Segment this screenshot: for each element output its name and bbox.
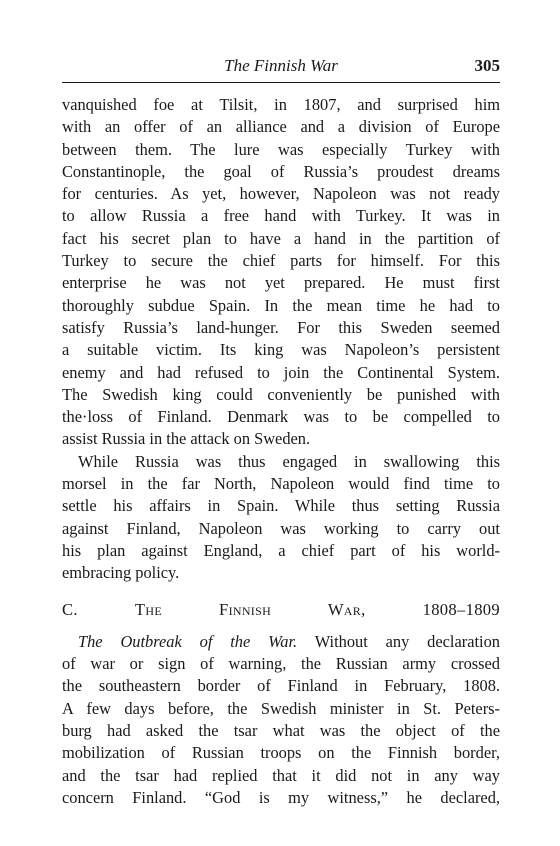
- section-title: The Finnish War,: [134, 599, 366, 619]
- text-line: The Swedish king could conveniently be punished with: [62, 384, 500, 404]
- book-page: [62, 0, 500, 809]
- header-rule: [62, 82, 500, 83]
- body-text: [62, 94, 500, 809]
- text-line: a suitable victim. Its king was Napoleon’s persistent: [62, 340, 500, 360]
- running-head: [62, 0, 500, 86]
- text-line: with an offer of an alliance and a division of Europe: [62, 117, 500, 137]
- page-number: 305: [474, 56, 500, 75]
- text-line: his plan against England, a chief part of his world-: [62, 540, 500, 560]
- text-run: Without any declaration: [314, 631, 500, 651]
- text-line: settle his affairs in Spain. While thus setting Russia: [62, 496, 500, 516]
- run-in-heading: The Outbreak of the War.: [78, 631, 298, 651]
- text-line: Constantinople, the goal of Russia’s proudest dreams: [62, 161, 500, 181]
- section-heading: [62, 599, 500, 621]
- text-line: burg had asked the tsar what was the object of the: [62, 721, 500, 741]
- text-line: of war or sign of warning, the Russian army crossed: [62, 654, 500, 674]
- text-line: A few days before, the Swedish minister in St. Peters-: [62, 698, 500, 718]
- text-line: the·loss of Finland. Denmark was to be compelled to: [62, 407, 500, 427]
- text-line: While Russia was thus engaged in swallowing this: [78, 451, 500, 471]
- text-line: enterprise he was not yet prepared. He must first: [62, 273, 500, 293]
- text-line: and the tsar had replied that it did not in any way: [62, 765, 500, 785]
- section-letter: C.: [62, 599, 78, 619]
- paragraph-1: [62, 94, 500, 451]
- text-line: Turkey to secure the chief parts for himself. For this: [62, 251, 500, 271]
- text-line: assist Russia in the attack on Sweden.: [62, 429, 311, 449]
- text-line: between them. The lure was especially Turkey with: [62, 139, 500, 159]
- text-line: the southeastern border of Finland in February, 1808.: [62, 676, 500, 696]
- text-line: [62, 631, 500, 653]
- paragraph-2: [62, 451, 500, 585]
- paragraph-3: [62, 631, 500, 809]
- text-line: satisfy Russia’s land-hunger. For this Sweden seemed: [62, 317, 500, 337]
- section-years: 1808–1809: [422, 599, 500, 619]
- text-line: thoroughly subdue Spain. In the mean time he had to: [62, 295, 500, 315]
- text-line: mobilization of Russian troops on the Finnish border,: [62, 743, 500, 763]
- text-line: enemy and had refused to join the Continental System.: [62, 362, 500, 382]
- text-line: fact his secret plan to have a hand in the partition of: [62, 228, 500, 248]
- text-line: concern Finland. “God is my witness,” he declared,: [62, 787, 500, 807]
- text-line: vanquished foe at Tilsit, in 1807, and surprised him: [62, 95, 500, 114]
- text-line: embracing policy.: [62, 563, 180, 583]
- text-line: to allow Russia a free hand with Turkey. It was in: [62, 206, 500, 226]
- text-line: for centuries. As yet, however, Napoleon was not ready: [62, 184, 500, 204]
- text-line: morsel in the far North, Napoleon would find time to: [62, 474, 500, 494]
- running-head-title: The Finnish War: [224, 56, 338, 75]
- text-line: against Finland, Napoleon was working to carry out: [62, 518, 500, 538]
